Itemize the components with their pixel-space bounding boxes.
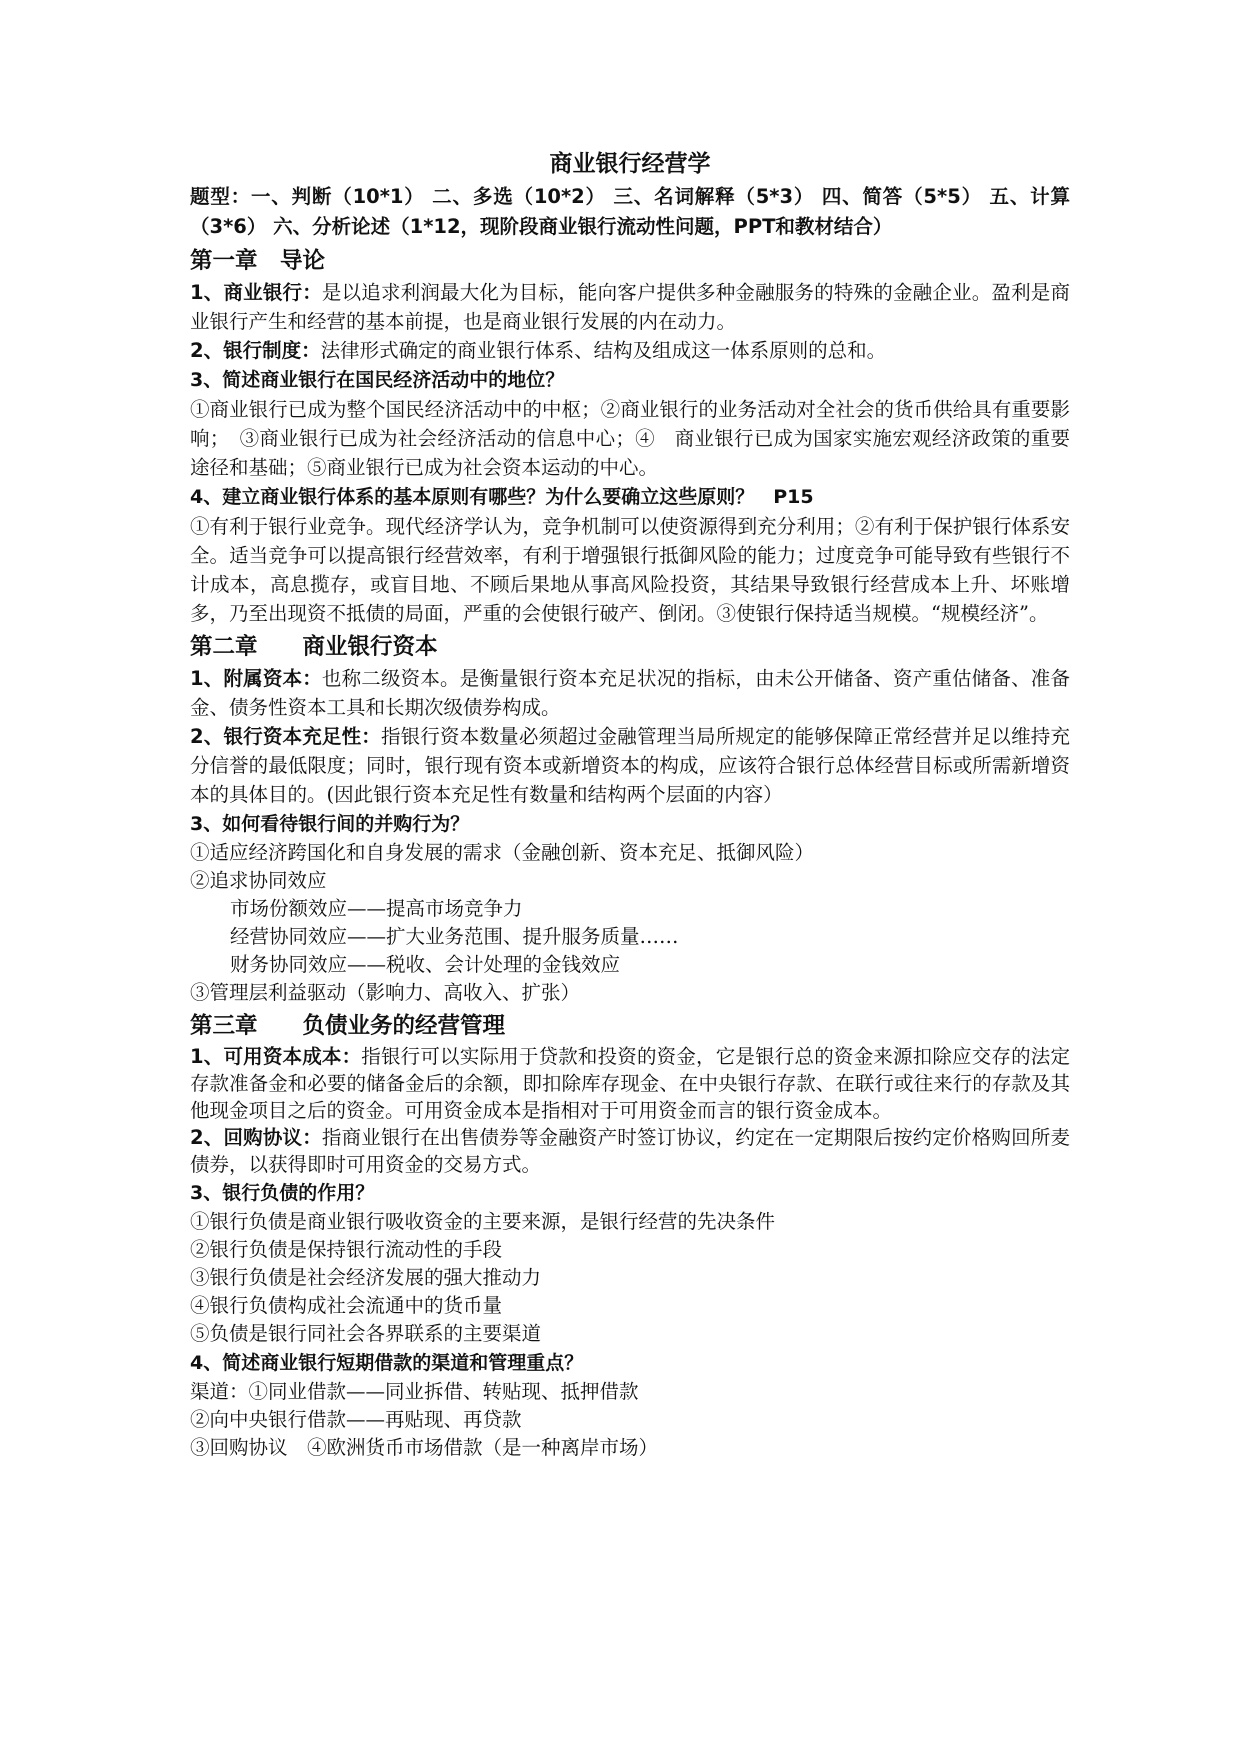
ch1-question-3: 3、简述商业银行在国民经济活动中的地位？ (190, 369, 565, 391)
ch1-definition-2 (190, 336, 1070, 365)
ch1-definition-1 (190, 278, 1070, 336)
ch3-definition-1-text: 指银行可以实际用于贷款和投资的资金，它是银行总的资金来源扣除应交存的法定存款准备金和必要的储备金后的余额，即扣除库存现金、在中央银行存款、在联行或往来行的存款及其他现金项目之后的资金。可用资金成本是指相对于可用资金而言的银行资金成本。 (190, 1045, 1070, 1122)
ch1-definition-1-text: 是以追求利润最大化为目标，能向客户提供多种金融服务的特殊的金融企业。盈利是商业银行产生和经营的基本前提，也是商业银行发展的内在动力。 (190, 281, 1070, 333)
ch2-answer-3-line-2: ②追求协同效应 (190, 869, 327, 892)
ch3-answer-3-line-4: ④银行负债构成社会流通中的货币量 (190, 1294, 503, 1317)
ch3-answer-3-line-5: ⑤负债是银行同社会各界联系的主要渠道 (190, 1322, 542, 1345)
ch2-definition-2 (190, 722, 1070, 809)
ch1-answer-4: ①有利于银行业竞争。现代经济学认为，竞争机制可以使资源得到充分利用；②有利于保护银行体系安全。适当竞争可以提高银行经营效率，有利于增强银行抵御风险的能力；过度竞争可能导致有些银行不计成本，高息揽存，或盲目地、不顾后果地从事高风险投资，其结果导致银行经营成本上升、坏账增多，乃至出现资不抵债的局面，严重的会使银行破产、倒闭。③使银行保持适当规模。“规模经济”。 (190, 515, 1070, 625)
ch2-definition-2-text: 指银行资本数量必须超过金融管理当局所规定的能够保障正常经营并足以维持充分信誉的最低限度；同时，银行现有资本或新增资本的构成，应该符合银行总体经营目标或所需新增资本的具体目的。(因此银行资本充足性有数量和结构两个层面的内容） (190, 725, 1070, 806)
ch3-question-3: 3、银行负债的作用？ (190, 1182, 375, 1204)
ch2-answer-3-sub-3: 财务协同效应——税收、会计处理的金钱效应 (230, 953, 621, 976)
ch3-definition-2 (190, 1124, 1070, 1178)
ch2-answer-3-line-1: ①适应经济跨国化和自身发展的需求（金融创新、资本充足、抵御风险） (190, 841, 815, 864)
ch1-term-1: 1、商业银行： (190, 281, 322, 304)
ch1-term-2: 2、银行制度： (190, 339, 321, 362)
ch3-answer-3-line-3: ③银行负债是社会经济发展的强大推动力 (190, 1266, 542, 1289)
ch1-definition-2-text: 法律形式确定的商业银行体系、结构及组成这一体系原则的总和。 (320, 339, 887, 362)
ch1-question-4: 4、建立商业银行体系的基本原则有哪些？为什么要确立这些原则？ P15 (190, 486, 814, 508)
ch2-answer-3-line-3: ③管理层利益驱动（影响力、高收入、扩张） (190, 981, 581, 1004)
ch2-answer-3-sub-1: 市场份额效应——提高市场竞争力 (230, 897, 523, 920)
ch2-definition-1 (190, 664, 1070, 722)
ch3-answer-3-line-2: ②银行负债是保持银行流动性的手段 (190, 1238, 503, 1261)
chapter-3-heading: 第三章 负债业务的经营管理 (190, 1013, 506, 1039)
ch2-term-2: 2、银行资本充足性： (190, 725, 381, 748)
ch3-answer-4-line-1: 渠道：①同业借款——同业拆借、转贴现、抵押借款 (190, 1380, 639, 1403)
ch3-definition-2-text: 指商业银行在出售债券等金融资产时签订协议，约定在一定期限后按约定价格购回所麦债券，以获得即时可用资金的交易方式。 (190, 1126, 1070, 1176)
document-body (190, 148, 1070, 1462)
chapter-1-heading: 第一章 导论 (190, 248, 326, 274)
ch3-term-2: 2、回购协议： (190, 1126, 322, 1149)
ch3-answer-4-line-2: ②向中央银行借款——再贴现、再贷款 (190, 1408, 522, 1431)
ch2-term-1: 1、附属资本： (190, 667, 322, 690)
ch3-answer-4-line-3: ③回购协议 ④欧洲货币市场借款（是一种离岸市场） (190, 1436, 659, 1459)
ch3-term-1: 1、可用资本成本： (190, 1045, 362, 1068)
chapter-2-heading: 第二章 商业银行资本 (190, 634, 438, 660)
ch2-answer-3-sub-2: 经营协同效应——扩大业务范围、提升服务质量…… (230, 925, 679, 948)
ch1-answer-3: ①商业银行已成为整个国民经济活动中的中枢；②商业银行的业务活动对全社会的货币供给具有重要影响； ③商业银行已成为社会经济活动的信息中心；④ 商业银行已成为国家实施宏观经济政策的重要途径和基础；⑤商业银行已成为社会资本运动的中心。 (190, 398, 1070, 479)
question-types: 题型：一、判断（10*1） 二、多选（10*2） 三、名词解释（5*3） 四、简答（5*5） 五、计算（3*6） 六、分析论述（1*12，现阶段商业银行流动性问题，PPT和教材结合） (190, 185, 1070, 238)
ch2-question-3: 3、如何看待银行间的并购行为？ (190, 813, 470, 835)
ch3-question-4: 4、简述商业银行短期借款的渠道和管理重点？ (190, 1352, 584, 1374)
document-title: 商业银行经营学 (549, 151, 711, 177)
ch3-definition-1 (190, 1043, 1070, 1124)
ch3-answer-3-line-1: ①银行负债是商业银行吸收资金的主要来源，是银行经营的先决条件 (190, 1210, 776, 1233)
ch2-definition-1-text: 也称二级资本。是衡量银行资本充足状况的指标，由未公开储备、资产重估储备、准备金、债务性资本工具和长期次级债券构成。 (190, 667, 1070, 719)
